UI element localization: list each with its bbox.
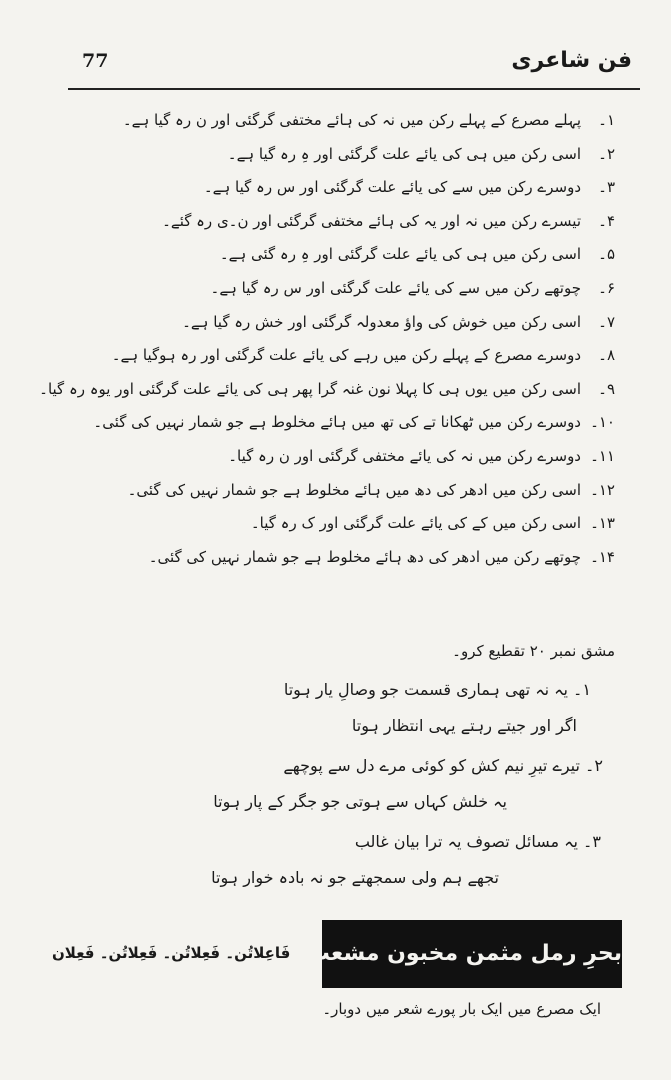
meter-name-box: بحرِ رمل مثمن مخبون مشعت مقصور <box>322 920 622 988</box>
rule-number: ۹۔ <box>598 379 615 398</box>
rule-number: ۱۱۔ <box>590 446 615 465</box>
rule-item <box>55 406 615 440</box>
verse-line: ۳۔ یہ مسائل تصوف یہ ترا بیان غالب <box>354 832 601 851</box>
rule-text: دوسرے رکن میں سے کی یائے علت گرگئی اور س رہ گیا ہے۔ <box>203 178 581 197</box>
rule-text: اسی رکن میں ادھر کی دھ میں ہائے مخلوط ہے جو شمار نہیں کی گئی۔ <box>127 480 581 499</box>
rule-text: اسی رکن میں ہی کی یائے علت گرگئی اور ہِ رہ گئی ہے۔ <box>219 245 581 264</box>
rule-item <box>55 171 615 205</box>
rule-item <box>55 205 615 239</box>
page-header <box>68 44 640 90</box>
meter-scansion: فَاعِلاتُن۔ فَعِلاتُن۔ فَعِلاتُن۔ فَعِلان <box>52 944 291 962</box>
rule-text: پہلے مصرع کے پہلے رکن میں نہ کی ہائے مختفی گرگئی اور ن رہ گیا ہے۔ <box>122 111 581 129</box>
rule-item <box>55 541 615 575</box>
scansion-rules-list <box>39 104 615 574</box>
meter-note: ایک مصرع میں ایک بار پورے شعر میں دوبار۔ <box>322 1000 601 1018</box>
rule-item <box>55 507 615 541</box>
rule-number: ۲۔ <box>598 144 615 163</box>
verse-line: یہ خلش کہاں سے ہوتی جو جگر کے پار ہوتا <box>213 792 507 811</box>
rule-number: ۶۔ <box>598 278 615 297</box>
rule-text: اسی رکن میں ہی کی یائے علت گرگئی اور ہِ رہ گیا ہے۔ <box>227 144 581 163</box>
rule-number: ۱۴۔ <box>590 547 615 566</box>
rule-text: تیسرے رکن میں نہ اور یہ کی ہائے مختفی گرگئی اور ن۔ی رہ گئے۔ <box>162 211 581 230</box>
verse-line: اگر اور جیتے رہتے یہی انتظار ہوتا <box>351 716 577 735</box>
page-number: 77 <box>82 50 109 72</box>
rule-text: چوتھے رکن میں ادھر کی دھ ہائے مخلوط ہے جو شمار نہیں کی گئی۔ <box>148 547 581 566</box>
rule-text: اسی رکن میں کے کی یائے علت گرگئی اور ک رہ گیا۔ <box>250 514 581 533</box>
rule-item <box>55 306 615 340</box>
book-title: فن شاعری <box>511 48 632 73</box>
verse-line: ۲۔ تیرے تیرِ نیم کش کو کوئی مرے دل سے پوچھے <box>283 756 603 775</box>
rule-text: دوسرے مصرع کے پہلے رکن میں رہے کی یائے علت گرگئی اور رہ ہوگیا ہے۔ <box>111 346 581 365</box>
rule-item <box>55 104 615 138</box>
rule-item <box>55 138 615 172</box>
rule-number: ۷۔ <box>598 312 615 331</box>
rule-item <box>55 474 615 508</box>
rule-number: ۸۔ <box>598 346 615 365</box>
verse-line: ۱۔ یہ نہ تھی ہماری قسمت جو وصالِ یار ہوتا <box>283 680 591 699</box>
rule-number: ۱۳۔ <box>590 514 615 533</box>
rule-number: ۴۔ <box>598 211 615 230</box>
rule-text: چوتھے رکن میں سے کی یائے علت گرگئی اور س رہ گیا ہے۔ <box>210 278 581 297</box>
verse-line: تجھے ہم ولی سمجھتے جو نہ بادہ خوار ہوتا <box>211 868 499 887</box>
rule-number: ۱۲۔ <box>590 480 615 499</box>
rule-item <box>55 339 615 373</box>
rule-number: ۳۔ <box>598 178 615 197</box>
rule-number: ۱۰۔ <box>590 413 615 432</box>
rule-item <box>55 440 615 474</box>
rule-item <box>55 238 615 272</box>
rule-item <box>55 272 615 306</box>
rule-text: دوسرے رکن میں نہ کی یائے مختفی گرگئی اور ن رہ گیا۔ <box>228 446 581 465</box>
rule-text: اسی رکن میں خوش کی واؤ معدولہ گرگئی اور خش رہ گیا ہے۔ <box>182 312 581 331</box>
rule-text: دوسرے رکن میں ٹھکانا تے کی تھ میں ہائے مخلوط ہے جو شمار نہیں کی گئی۔ <box>93 413 581 432</box>
rule-number: ۱۔ <box>598 111 615 129</box>
rule-number: ۵۔ <box>598 245 615 264</box>
rule-item <box>39 373 615 407</box>
exercise-heading: مشق نمبر ۲۰ تقطیع کرو۔ <box>452 642 615 660</box>
rule-text: اسی رکن میں یوں ہی کا پہلا نون غنہ گرا پھر ہی کی یائے علت گرگئی اور یوہ رہ گیا۔ <box>39 379 581 398</box>
